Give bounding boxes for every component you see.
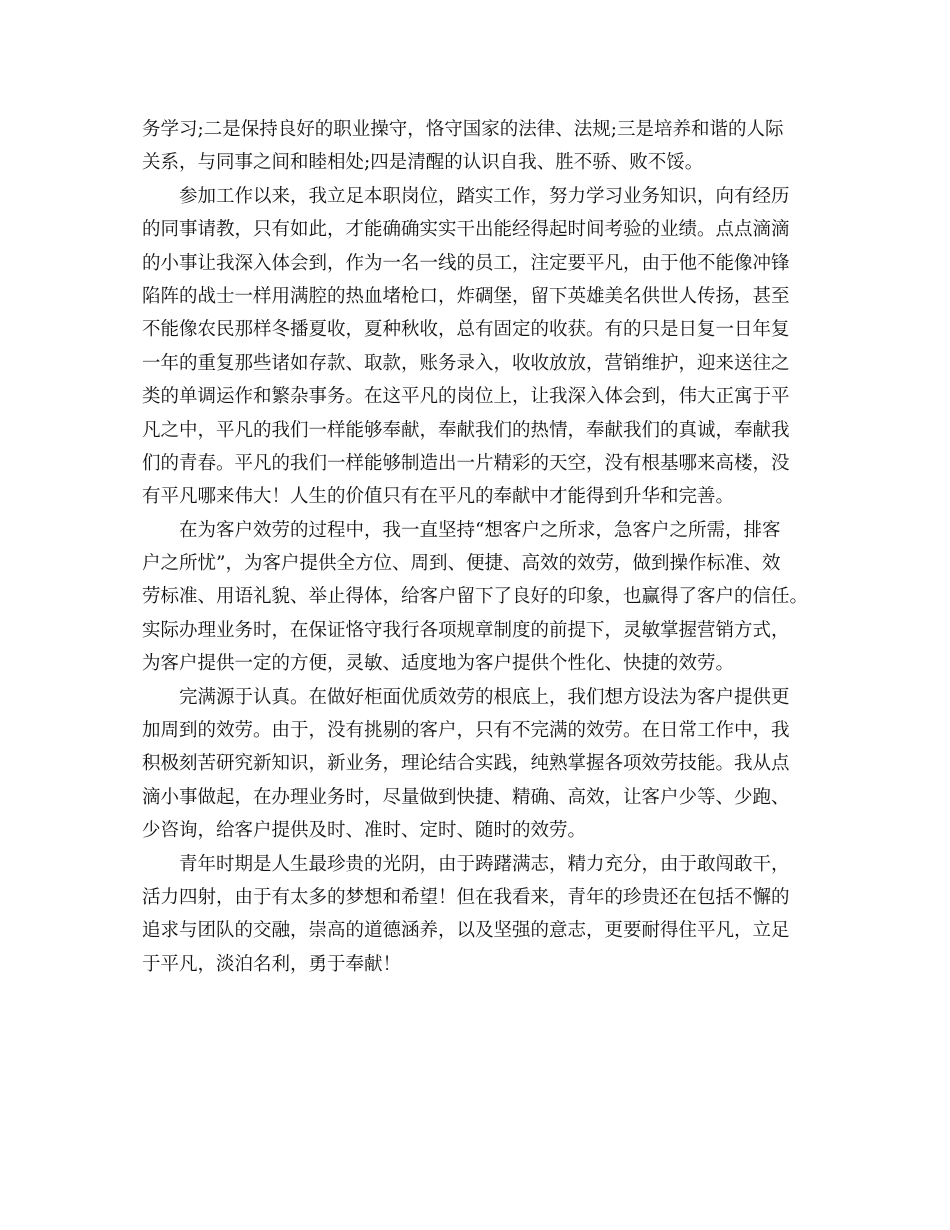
text-line: 一年的重复那些诸如存款、取款，账务录入，收收放放，营销维护，迎来送往之 bbox=[142, 352, 790, 374]
text-line: 参加工作以来，我立足本职岗位，踏实工作，努力学习业务知识，向有经历 bbox=[179, 185, 790, 207]
text-line: 青年时期是人生最珍贵的光阴，由于踌躇满志，精力充分，由于敢闯敢干， bbox=[179, 853, 790, 875]
text-line: 完满源于认真。在做好柜面优质效劳的根底上，我们想方设法为客户提供更 bbox=[179, 686, 790, 708]
text-line: 不能像农民那样冬播夏收，夏种秋收，总有固定的收获。有的只是日复一日年复 bbox=[142, 319, 790, 341]
text-line: 类的单调运作和繁杂事务。在这平凡的岗位上，让我深入体会到，伟大正寓于平 bbox=[142, 386, 790, 408]
paragraph bbox=[142, 113, 810, 180]
text-line: 有平凡哪来伟大！人生的价值只有在平凡的奉献中才能得到升华和完善。 bbox=[142, 486, 735, 508]
text-line: 陷阵的战士一样用满腔的热血堵枪口，炸碉堡，留下英雄美名供世人传扬，甚至 bbox=[142, 285, 790, 307]
text-line: 为客户提供一定的方便，灵敏、适度地为客户提供个性化、快捷的效劳。 bbox=[142, 653, 735, 675]
paragraph bbox=[142, 681, 810, 848]
paragraph bbox=[142, 848, 810, 982]
text-line: 于平凡，淡泊名利，勇于奉献！ bbox=[142, 953, 402, 975]
text-line: 的小事让我深入体会到，作为一名一线的员工，注定要平凡，由于他不能像冲锋 bbox=[142, 252, 790, 274]
text-line: 加周到的效劳。由于，没有挑剔的客户，只有不完满的效劳。在日常工作中，我 bbox=[142, 720, 790, 742]
text-line: 滴小事做起，在办理业务时，尽量做到快捷、精确、高效，让客户少等、少跑、 bbox=[142, 786, 790, 808]
text-line: 活力四射，由于有太多的梦想和希望！但在我看来，青年的珍贵还在包括不懈的 bbox=[142, 886, 790, 908]
text-line: 户之所忧”，为客户提供全方位、周到、便捷、高效的效劳，做到操作标准、效 bbox=[142, 553, 781, 575]
text-line: 在为客户效劳的过程中，我一直坚持“想客户之所求，急客户之所需，排客 bbox=[179, 519, 781, 541]
document-body bbox=[142, 113, 810, 981]
text-line: 关系，与同事之间和睦相处;四是清醒的认识自我、胜不骄、败不馁。 bbox=[142, 152, 704, 174]
text-line: 实际办理业务时，在保证恪守我行各项规章制度的前提下，灵敏掌握营销方式， bbox=[142, 619, 790, 641]
text-line: 追求与团队的交融，崇高的道德涵养，以及坚强的意志，更要耐得住平凡，立足 bbox=[142, 920, 790, 942]
text-line: 积极刻苦研究新知识，新业务，理论结合实践，纯熟掌握各项效劳技能。我从点 bbox=[142, 753, 790, 775]
text-line: 们的青春。平凡的我们一样能够制造出一片精彩的天空，没有根基哪来高楼，没 bbox=[142, 452, 790, 474]
paragraph bbox=[142, 514, 810, 681]
text-line: 务学习;二是保持良好的职业操守，恪守国家的法律、法规;三是培养和谐的人际 bbox=[142, 119, 784, 140]
text-line: 的同事请教，只有如此，才能确确实实干出能经得起时间考验的业绩。点点滴滴 bbox=[142, 219, 790, 241]
text-line: 劳标准、用语礼貌、举止得体，给客户留下了良好的印象，也赢得了客户的信任。 bbox=[142, 586, 809, 608]
text-line: 少咨询，给客户提供及时、准时、定时、随时的效劳。 bbox=[142, 820, 587, 842]
text-line: 凡之中，平凡的我们一样能够奉献，奉献我们的热情，奉献我们的真诚，奉献我 bbox=[142, 419, 790, 441]
paragraph bbox=[142, 180, 810, 514]
